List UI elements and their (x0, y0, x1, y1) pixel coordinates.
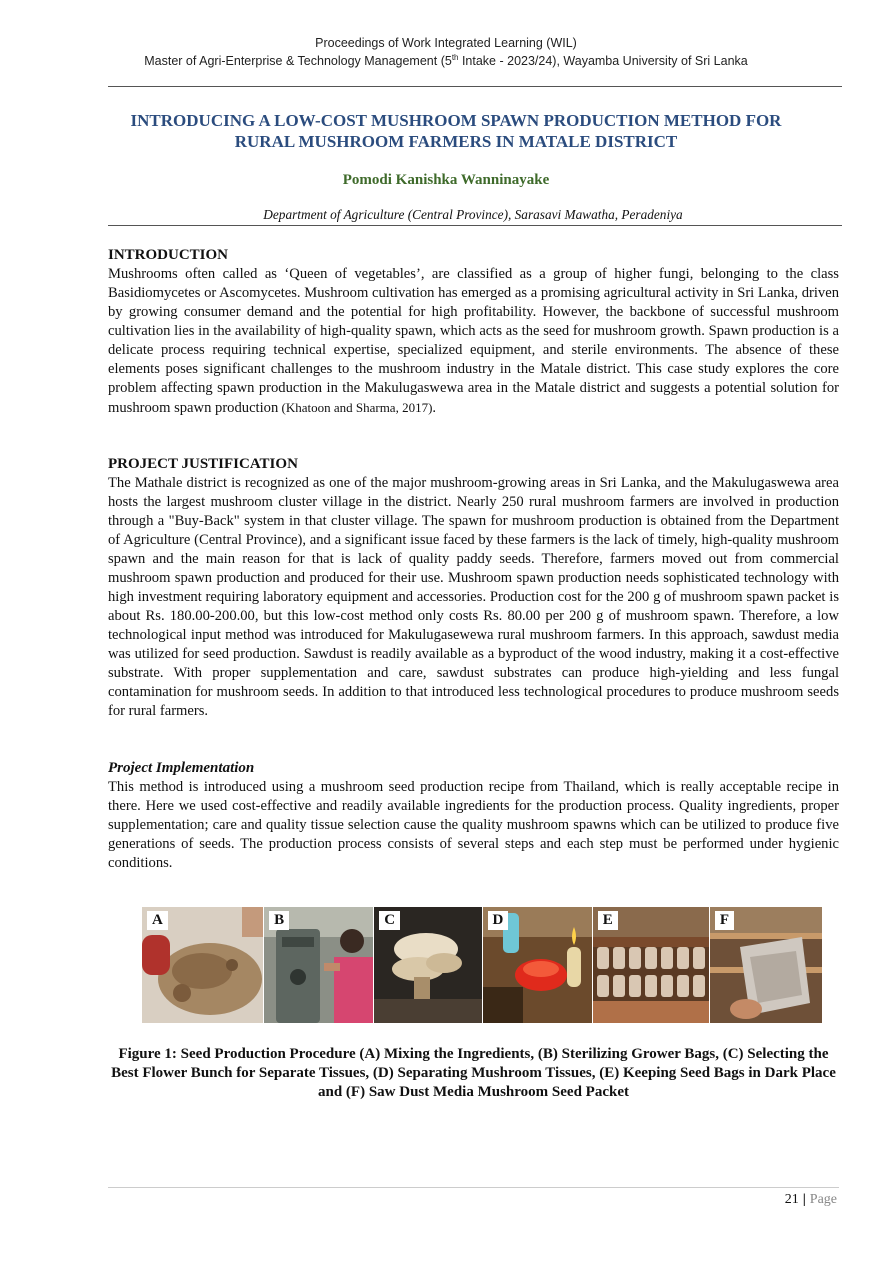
implementation-heading: Project Implementation (108, 760, 255, 776)
figure-label-d: D (488, 911, 509, 930)
justification-heading: PROJECT JUSTIFICATION (108, 456, 298, 472)
author-name: Pomodi Kanishka Wanninayake (342, 172, 550, 188)
page-word: Page (809, 1192, 837, 1207)
justification-paragraph: The Mathale district is recognized as one of the major mushroom-growing areas in Sri Lanka, and the Makulugaswewa area hosts the largest mushroom cluster village in the district. Nearly 250 rural mushroom farmers are involved in production through a "Buy-Back" system in that cluster village. The spawn for mushroom production is obtained from the Department of Agriculture (Central Province), and a significant issue faced by these farmers is the lack of timely, high-quality mushroom spawn and the main reason for that is lack of quality paddy seeds. Therefore, farmers moved out from commercial mushroom spawn production and produced for their use. Mushroom spawn production needs sophisticated technology with high investment requiring laboratory equipment and accessories. Production cost for the 200 g of mushroom spawn packet is about Rs. 180.00-200.00, but this low-cost method only costs Rs. 80.00 per 200 g of mushroom spawn. Therefore, a low technological input method was introduced for Makulugasewewa rural mushroom farmers. In this approach, sawdust media was utilized for seed production. Sawdust is readily available as a byproduct of the wood industry, making it a cost-effective substrate. With proper supplementation and care, sawdust substrates can produce high-yielding and less fungal contamination for mushroom seeds. In addition to that introduced less technological procedures to produce mushroom seeds for rural farmers. (108, 475, 839, 719)
header-rule (108, 86, 842, 87)
figure-panel-e (593, 907, 710, 1023)
justification-section (108, 455, 839, 721)
author-affiliation: Department of Agriculture (Central Province), Sarasavi Mawatha, Peradeniya (263, 207, 683, 222)
introduction-heading: INTRODUCTION (108, 247, 229, 263)
introduction-text: Mushrooms often called as ‘Queen of vegetables’, are classified as a group of higher fungi, belonging to the class Basidiomycetes or Ascomycetes. Mushroom cultivation has emerged as a promising agricultural activity in Sri Lanka, driven by growing consumer demand and the potential for high profitability. However, the backbone of successful mushroom cultivation lies in the availability of high-quality spawn, which acts as the seed for mushroom growth. Spawn production is a delicate process requiring technical expertise, specialized equipment, and sterile environments. The absence of these elements poses significant challenges to the mushroom industry in the Matale district. This case study explores the core problem affecting spawn production in the Makulugaswewa area in the Matale district and suggests a potential solution for mushroom spawn production (108, 266, 839, 416)
page-number (785, 1192, 837, 1208)
introduction-section (108, 246, 839, 418)
header-line2-pre: Master of Agri-Enterprise & Technology Management (5 (144, 54, 452, 69)
introduction-end: . (432, 400, 437, 416)
implementation-paragraph: This method is introduced using a mushroom seed production recipe from Thailand, which is really acceptable recipe in there. Here we used cost-effective and readily available ingredients for the production process. Quality ingredients, proper supplementation; care and quality tissue selection cause the quality mushroom spawns which can be utilized to produce five generations of seeds. The production process consists of several steps and each step must be performed under hygienic conditions. (108, 779, 839, 871)
paper-title: INTRODUCING A LOW-COST MUSHROOM SPAWN PRODUCTION METHOD FOR RURAL MUSHROOM FARMERS IN MATALE DISTRICT (130, 111, 782, 151)
header-line2-sup: th (451, 53, 459, 62)
footer-rule (108, 1187, 839, 1188)
running-header-line2 (0, 53, 892, 68)
figure-panels (142, 907, 822, 1023)
figure-label-c: C (379, 911, 400, 930)
figure-panel-a (142, 907, 264, 1023)
figure-label-b: B (269, 911, 289, 930)
running-header-line1: Proceedings of Work Integrated Learning (WIL) (315, 36, 577, 50)
figure-caption: Figure 1: Seed Production Procedure (A) Mixing the Ingredients, (B) Sterilizing Grower Bags, (C) Selecting the Best Flower Bunch for Separate Tissues, (D) Separating Mushroom Tissues, (E) Keeping Seed Bags in Dark Place and (F) Saw Dust Media Mushroom Seed Packet (111, 1046, 836, 1100)
figure-panel-b (264, 907, 374, 1023)
introduction-paragraph (108, 265, 839, 418)
figure-panel-c (374, 907, 482, 1023)
page-number-value: 21 (784, 1192, 799, 1207)
header-line2-post: Intake - 2023/24), Wayamba University of Sri Lanka (458, 54, 748, 69)
figure-panel-d (483, 907, 593, 1023)
figure-label-a: A (147, 911, 168, 930)
implementation-section (108, 759, 839, 873)
introduction-citation: (Khatoon and Sharma, 2017) (278, 400, 433, 415)
figure-panel-f (710, 907, 822, 1023)
figure-label-f: F (715, 911, 734, 930)
page-separator: | (802, 1192, 806, 1207)
figure-label-e: E (598, 911, 618, 930)
affiliation-rule (108, 225, 842, 226)
